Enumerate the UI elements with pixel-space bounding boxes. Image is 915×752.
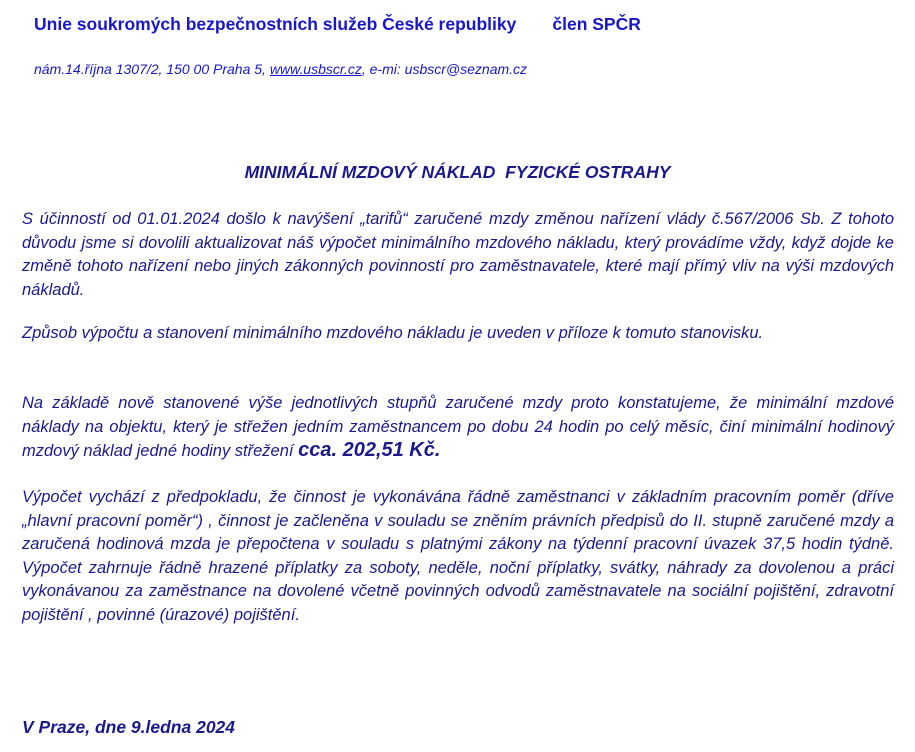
website-link[interactable]: www.usbscr.cz: [269, 61, 362, 77]
document-title: MINIMÁLNÍ MZDOVÝ NÁKLAD FYZICKÉ OSTRAHY: [244, 162, 671, 182]
email-text: , e-mi: usbscr@seznam.cz: [361, 61, 528, 77]
letterhead: [34, 14, 641, 35]
address-line: [34, 61, 527, 77]
paragraph-method: Způsob výpočtu a stanovení minimálního mzdového nákladu je uveden v příloze k tomuto stanovisku.: [22, 324, 764, 342]
place-and-date: V Praze, dne 9.ledna 2024: [22, 717, 236, 737]
paragraph-effective-date: S účinností od 01.01.2024 došlo k navýšení „tarifů“ zaručené mzdy změnou nařízení vlády č.567/2006 Sb. Z tohoto důvodu jsme si dovolili aktualizovat náš výpočet minimálního mzdového nákladu, který provádíme vždy, když dojde ke změně tohoto nařízení nebo jiných zákonných povinností pro zaměstnavatele, které mají přímý vliv na výši mzdových nákladů.: [22, 210, 894, 299]
membership-label: člen SPČR: [552, 14, 641, 34]
paragraph-conclusion: [22, 392, 894, 464]
conclusion-text: Na základě nově stanovené výše jednotlivých stupňů zaručené mzdy proto konstatujeme, že minimální mzdové náklady na objektu, který je střežen jedním zaměstnancem po dobu 24 hodin po celý měsíc, činí minimální hodinový mzdový náklad jedné hodiny střežení: [22, 394, 894, 460]
street-address: nám.14.října 1307/2, 150 00 Praha 5,: [34, 61, 270, 77]
organization-name: Unie soukromých bezpečnostních služeb České republiky: [34, 14, 517, 34]
paragraph-assumptions: Výpočet vychází z předpokladu, že činnost je vykonávána řádně zaměstnanci v základním pracovním poměr (dříve „hlavní pracovní poměr“) , činnost je začleněna v souladu se zněním právních předpisů do II. stupně zaručené mzdy a zaručená hodinová mzda je přepočtena v souladu s platnými zákony na týdenní pracovní úvazek 37,5 hodin týdně. Výpočet zahrnuje řádně hrazené příplatky za soboty, neděle, noční příplatky, svátky, náhrady za dovolenou a práci vykonávanou za zaměstnance na dovolené včetně povinných odvodů zaměstnavatele na sociální pojištění, zdravotní pojištění , povinné (úrazové) pojištění.: [22, 488, 894, 624]
hourly-cost-amount: cca. 202,51 Kč.: [298, 439, 441, 461]
